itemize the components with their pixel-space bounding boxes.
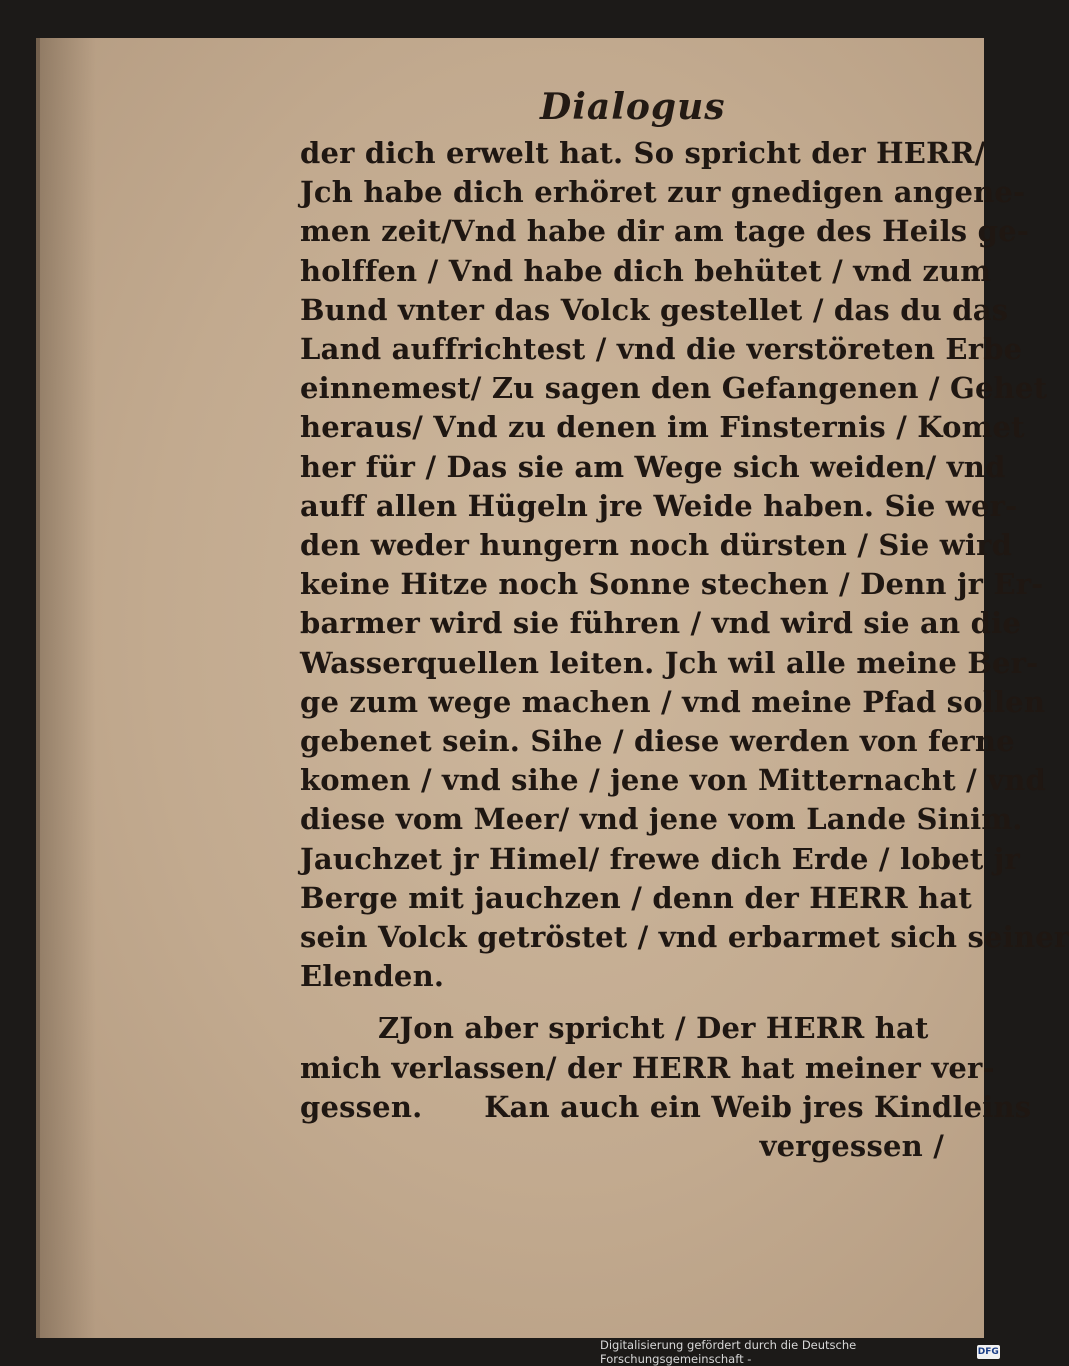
text-line: barmer wird sie führen / vnd wird sie an die xyxy=(300,606,1021,641)
paragraph-start-line: ZJon aber spricht / Der HERR hat xyxy=(378,1011,929,1046)
text-line: holffen / Vnd habe dich behütet / vnd zum xyxy=(300,253,992,288)
text-line: ge zum wege machen / vnd meine Pfad sollen xyxy=(300,684,1046,719)
text-line: diese vom Meer/ vnd jene vom Lande Sinim. xyxy=(300,802,1023,837)
text-line: auff allen Hügeln jre Weide haben. Sie wer- xyxy=(300,488,1018,523)
text-line: sein Volck getröstet / vnd erbarmet sich seiner xyxy=(300,920,1069,955)
text-line: der dich erwelt hat. So spricht der HERR/ xyxy=(300,136,986,170)
digitization-footer xyxy=(600,1338,1000,1366)
text-line: den weder hungern noch dürsten / Sie wird xyxy=(300,528,1013,563)
text-line: men zeit/Vnd habe dir am tage des Heils ge- xyxy=(300,214,1029,249)
text-line: Wasserquellen leiten. Jch wil alle meine Ber- xyxy=(300,645,1039,680)
funding-credit: Digitalisierung gefördert durch die Deutsche Forschungsgemeinschaft - xyxy=(600,1338,857,1366)
running-head: Dialogus xyxy=(540,86,726,128)
text-line: heraus/ Vnd zu denen im Finsternis / Komet xyxy=(300,410,1025,445)
text-line: Bund vnter das Volck gestellet / das du das xyxy=(300,292,1009,327)
text-line: gebenet sein. Sihe / diese werden von ferne xyxy=(300,724,1015,759)
text-line: Jauchzet jr Himel/ frewe dich Erde / lobet jr xyxy=(300,841,1020,876)
text-line: Elenden. xyxy=(300,959,445,994)
text-line: mich verlassen/ der HERR hat meiner ver- xyxy=(300,1050,995,1085)
dfg-logo: DFG xyxy=(977,1347,999,1357)
text-line: Land auffrichtest / vnd die verstöreten Erbe xyxy=(300,332,1023,367)
text-line: her für / Das sie am Wege sich weiden/ vnd xyxy=(300,449,1006,484)
text-line: Berge mit jauchzen / denn der HERR hat xyxy=(300,880,972,915)
text-line: gessen. Kan auch ein Weib jres Kindleins xyxy=(300,1089,1032,1124)
catchword: vergessen / xyxy=(759,1129,944,1164)
text-line: komen / vnd sihe / jene von Mitternacht / vnd xyxy=(300,763,1047,798)
body-text xyxy=(300,134,1069,1166)
text-line: einnemest/ Zu sagen den Gefangenen / Gehet xyxy=(300,371,1048,406)
text-line: Jch habe dich erhöret zur gnedigen angene- xyxy=(300,175,1026,210)
text-line: keine Hitze noch Sonne stechen / Denn jr Er- xyxy=(300,567,1044,602)
